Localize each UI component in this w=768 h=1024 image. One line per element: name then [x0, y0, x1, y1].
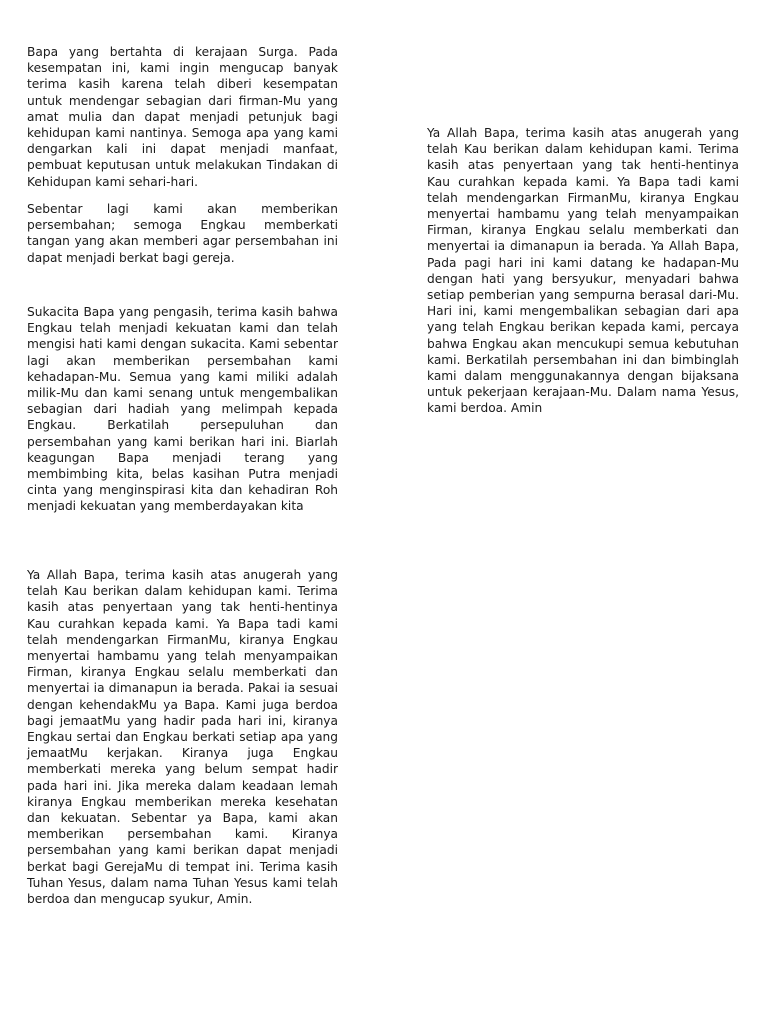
prayer-paragraph-closing: Ya Allah Bapa, terima kasih atas anugerah yang telah Kau berikan dalam kehidupan kami. Terima kasih atas penyertaan yang tak henti-hentinya Kau curahkan kepada kami. Ya Bapa tadi kami telah mendengarkan FirmanMu, kiranya Engkau menyertai hambamu yang telah menyampaikan Firman, kiranya Engkau selalu memberkati dan menyertai ia dimanapun ia berada. Pakai ia sesuai dengan kehendakMu ya Bapa. Kami juga berdoa bagi jemaatMu yang hadir pada hari ini, kiranya Engkau sertai dan Engkau berkati setiap apa yang jemaatMu kerjakan. Kiranya juga Engkau memberkati mereka yang belum sempat hadir pada hari ini. Jika mereka dalam keadaan lemah kiranya Engkau memberikan mereka kesehatan dan kekuatan. Sebentar ya Bapa, kami akan memberikan persembahan kami. Kiranya persembahan yang kami berikan dapat menjadi berkat bagi GerejaMu di tempat ini. Terima kasih Tuhan Yesus, dalam nama Tuhan Yesus kami telah berdoa dan mengucap syukur, Amin. — [27, 568, 338, 907]
prayer-paragraph-sukacita: Sukacita Bapa yang pengasih, terima kasih bahwa Engkau telah menjadi kekuatan kami dan telah mengisi hati kami dengan sukacita. Kami sebentar lagi akan memberikan persembahan kami kehadapan-Mu. Semua yang kami miliki adalah milik-Mu dan kami senang untuk mengembalikan sebagian dari hadiah yang melimpah kepada Engkau. Berkatilah persepuluhan dan persembahan yang kami berikan hari ini. Biarlah keagungan Bapa menjadi terang yang membimbing kita, belas kasihan Putra menjadi cinta yang menginspirasi kita dan kehadiran Roh menjadi kekuatan yang memberdayakan kita — [27, 305, 338, 514]
prayer-paragraph-thanksgiving: Ya Allah Bapa, terima kasih atas anugerah yang telah Kau berikan dalam kehidupan kami. Terima kasih atas penyertaan yang tak henti-hentinya Kau curahkan kepada kami. Ya Bapa tadi kami telah mendengarkan FirmanMu, kiranya Engkau menyertai hambamu yang telah menyampaikan Firman, kiranya Engkau selalu memberkati dan menyertai ia dimanapun ia berada. Ya Allah Bapa, Pada pagi hari ini kami datang ke hadapan-Mu dengan hati yang bersyukur, menyadari bahwa setiap pemberian yang sempurna berasal dari-Mu. Hari ini, kami mengembalikan sebagian dari apa yang telah Engkau berikan kepada kami, percaya bahwa Engkau akan mencukupi semua kebutuhan kami. Berkatilah persembahan ini dan bimbinglah kami dalam menggunakannya dengan bijaksana untuk pekerjaan kerajaan-Mu. Dalam nama Yesus, kami berdoa. Amin — [427, 126, 739, 416]
prayer-paragraph-opening: Bapa yang bertahta di kerajaan Surga. Pada kesempatan ini, kami ingin mengucap banyak terima kasih karena telah diberi kesempatan untuk mendengar sebagian dari firman-Mu yang amat mulia dan dapat menjadi petunjuk bagi kehidupan kami nantinya. Semoga apa yang kami dengarkan kali ini dapat menjadi manfaat, pembuat keputusan untuk melakukan Tindakan di Kehidupan kami sehari-hari. — [27, 45, 338, 189]
prayer-paragraph-offering: Sebentar lagi kami akan memberikan persembahan; semoga Engkau memberkati tangan yang akan memberi agar persembahan ini dapat menjadi berkat bagi gereja. — [27, 202, 338, 265]
